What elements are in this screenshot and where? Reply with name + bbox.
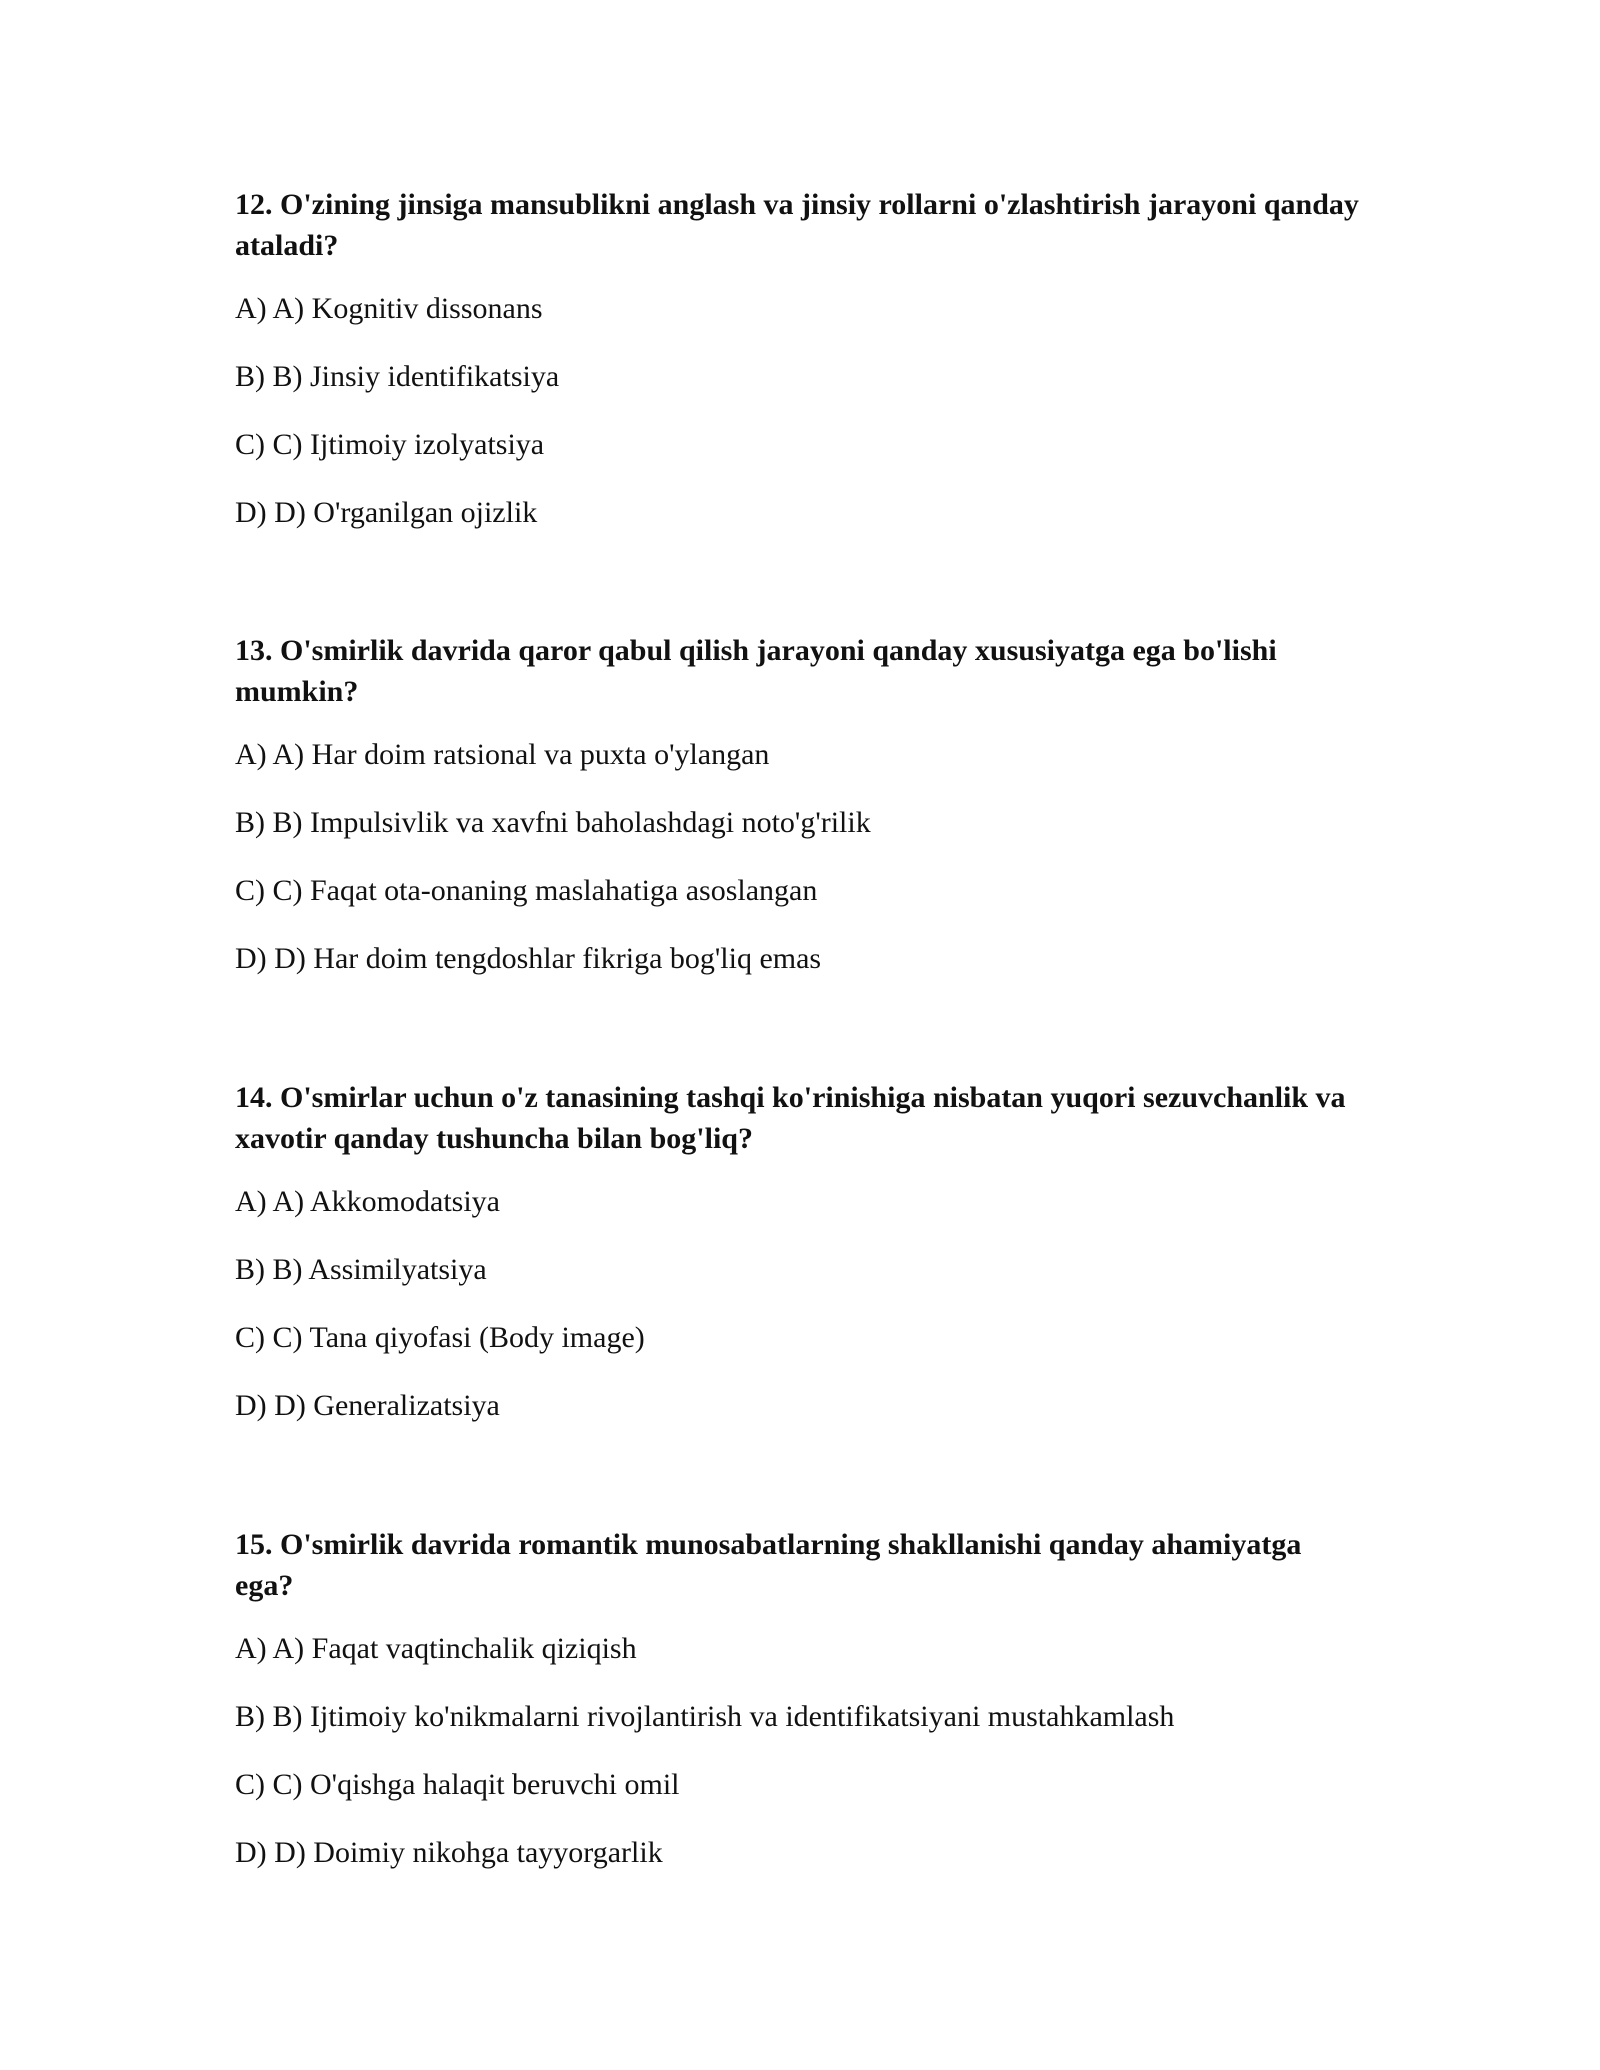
- question-text: 12. O'zining jinsiga mansublikni anglash va jinsiy rollarni o'zlashtirish jarayoni qanday ataladi?: [235, 188, 1359, 262]
- option-a: A) A) Kognitiv dissonans: [235, 292, 543, 325]
- option-c: C) C) Faqat ota-onaning maslahatiga asoslangan: [235, 874, 818, 907]
- question-13: [235, 630, 1365, 1006]
- option-d: D) D) Har doim tengdoshlar fikriga bog'liq emas: [235, 942, 822, 975]
- question-15: [235, 1524, 1365, 1900]
- question-text: 13. O'smirlik davrida qaror qabul qilish jarayoni qanday xususiyatga ega bo'lishi mumkin?: [235, 634, 1277, 708]
- question-text: 14. O'smirlar uchun o'z tanasining tashqi ko'rinishiga nisbatan yuqori sezuvchanlik va xavotir qanday tushuncha bilan bog'liq?: [235, 1081, 1346, 1155]
- question-12: [235, 184, 1365, 560]
- option-c: C) C) Ijtimoiy izolyatsiya: [235, 428, 545, 461]
- option-d: D) D) O'rganilgan ojizlik: [235, 496, 538, 529]
- option-a: A) A) Faqat vaqtinchalik qiziqish: [235, 1632, 637, 1665]
- option-d: D) D) Generalizatsiya: [235, 1389, 500, 1422]
- option-b: B) B) Ijtimoiy ko'nikmalarni rivojlantirish va identifikatsiyani mustahkamlash: [235, 1700, 1175, 1733]
- option-a: A) A) Har doim ratsional va puxta o'ylangan: [235, 738, 770, 771]
- option-b: B) B) Assimilyatsiya: [235, 1253, 487, 1286]
- question-14: [235, 1077, 1365, 1453]
- option-c: C) C) Tana qiyofasi (Body image): [235, 1321, 645, 1354]
- option-a: A) A) Akkomodatsiya: [235, 1185, 500, 1218]
- question-text: 15. O'smirlik davrida romantik munosabatlarning shakllanishi qanday ahamiyatga ega?: [235, 1528, 1302, 1602]
- option-c: C) C) O'qishga halaqit beruvchi omil: [235, 1768, 680, 1801]
- option-d: D) D) Doimiy nikohga tayyorgarlik: [235, 1836, 663, 1869]
- option-b: B) B) Impulsivlik va xavfni baholashdagi noto'g'rilik: [235, 806, 871, 839]
- option-b: B) B) Jinsiy identifikatsiya: [235, 360, 560, 393]
